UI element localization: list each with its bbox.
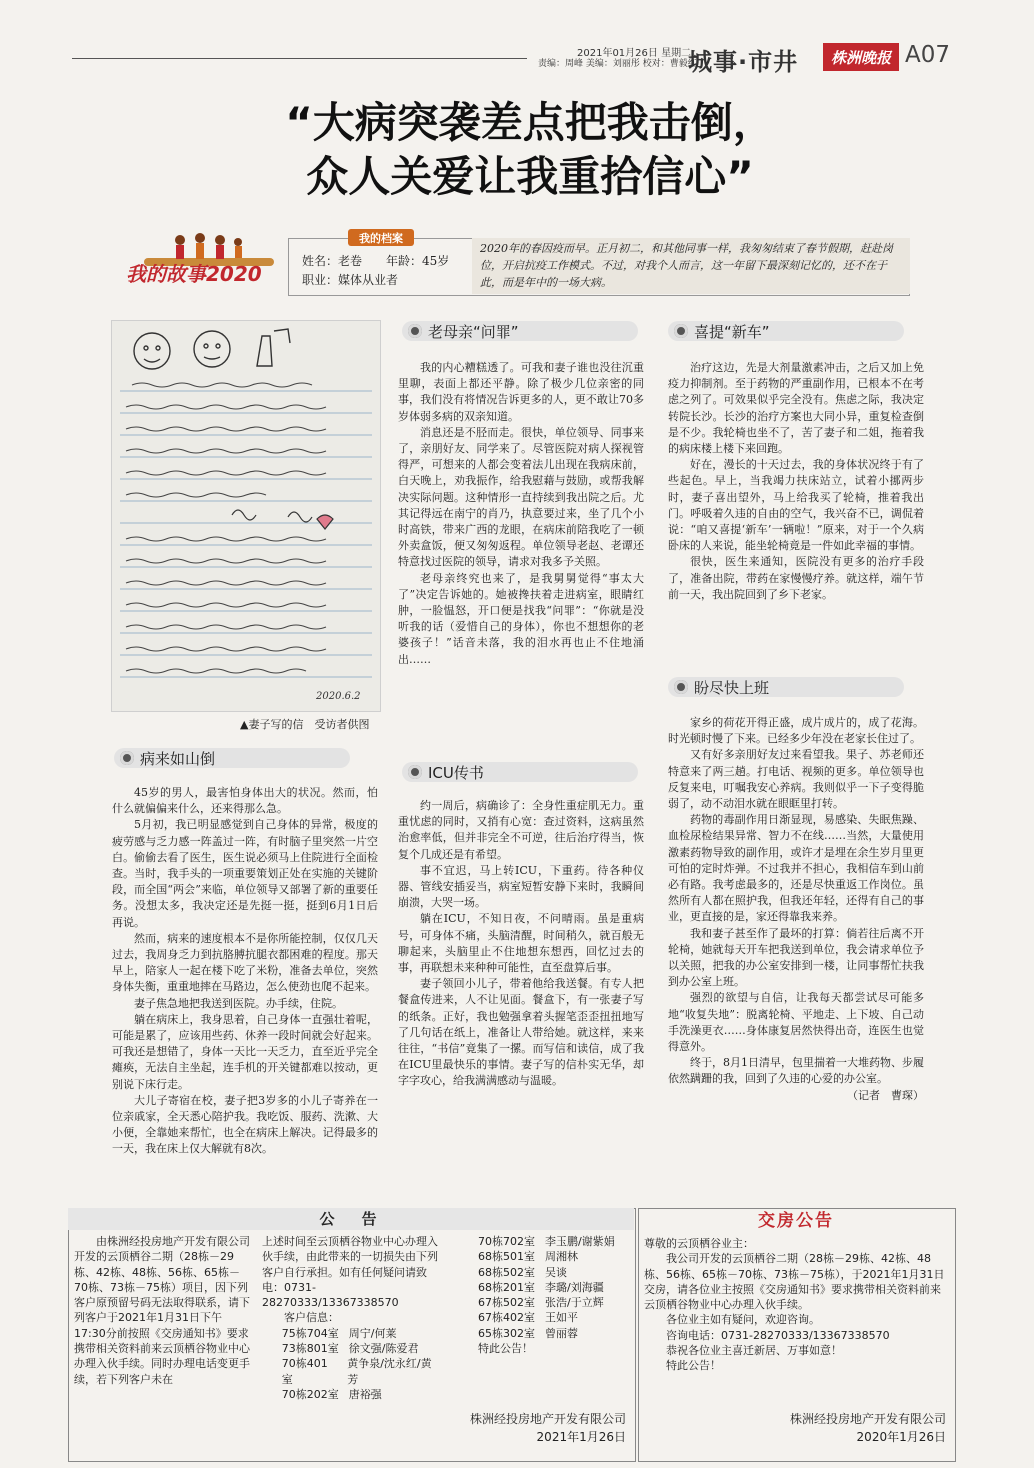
notice-1-closing: 特此公告！ <box>478 1342 533 1356</box>
client-name: 黄争泉/沈永红/黄芳 <box>347 1357 432 1386</box>
list-item <box>262 1326 440 1341</box>
section-head-4 <box>668 321 904 341</box>
notice-2-wish: 恭祝各位业主喜迁新居、万事如意！ <box>666 1344 842 1358</box>
paragraph: 躺在ICU，不知日夜，不问晴雨。虽是重病号，可身体不痛，头脑清醒，时间稍久，就百般无聊起来，头脑里止不住地想东想西，回忆过去的事，再联想未来种种可能性，直至盘算后事。 <box>398 912 644 975</box>
client-name: 李玉鹏/谢紫娟 <box>545 1235 615 1248</box>
client-name: 王如平 <box>545 1311 578 1325</box>
list-item <box>262 1356 440 1387</box>
notice-1-clients-label: 客户信息： <box>284 1311 339 1325</box>
section-title-3: ICU传书 <box>428 763 484 782</box>
room-number: 70栋202室 <box>281 1387 339 1401</box>
newspaper-logo: 株洲晚报 <box>823 43 899 71</box>
client-name: 吴谈 <box>545 1265 567 1279</box>
room-number: 67栋502室 <box>478 1296 535 1310</box>
profile-intro: 2020年的春因疫而早。正月初二，和其他同事一样，我匆匆结束了春节假期，赶赴岗位，开启抗疫工作模式。不过，对我个人而言，这一年留下最深刻记忆的，还不在于此，而是年中的一场大病。 <box>472 238 910 294</box>
column-3-top <box>668 360 924 660</box>
room-number: 73栋801室 <box>281 1342 339 1356</box>
room-number: 68栋501室 <box>478 1250 535 1264</box>
client-name: 李璐/刘海疆 <box>545 1280 604 1294</box>
notice-1-body-a: 由株洲经投房地产开发有限公司开发的云顶栖谷二期（28栋－29栋、42栋、48栋、56栋、65栋－70栋、73栋－75栋）项目，因下列客户原预留号码无法取得联系，请下列客户于2021年1月31日下午17:30分前按照《交房通知书》要求携带相关资料前来云顶栖谷物业中心办理入伙手续。同时办理电话变更手续，若下列客户未在 <box>74 1235 250 1386</box>
notice-2-greeting: 尊敬的云顶栖谷业主： <box>644 1237 754 1250</box>
paragraph: 好在，漫长的十天过去，我的身体状况终于有了些起色。早上，当我竭力扶床站立，试着小挪两步时，妻子喜出望外，马上给我买了轮椅，推着我出门。呼吸着久违的自由的空气，我兴奋不已，调侃着说：“咱又喜提‘新车’一辆啦！”原来，对于一个久病卧床的人来说，能坐轮椅竟是一件如此幸福的事情。 <box>668 458 924 553</box>
paragraph: 45岁的男人，最害怕身体出大的状况。然而，怕什么就偏偏来什么，还来得那么急。 <box>112 786 378 816</box>
paragraph: 又有好多亲朋好友过来看望我。果子、苏老师还特意来了两三趟。打电话、视频的更多。单位领导也反复来电，叮嘱我安心养病。我则似乎一下子变得脆弱了，动不动泪水就在眼眶里打转。 <box>668 748 924 811</box>
section-title-5: 盼尽快上班 <box>694 678 770 697</box>
notice-2-text: 我公司开发的云顶栖谷二期（28栋－29栋、42栋、48栋、56栋、65栋－70栋、73栋－75栋），于2021年1月31日交房，请各位业主按照《交房通知书》要求携带相关资料前来云顶栖谷物业中心办理入伙手续。 <box>644 1252 945 1312</box>
profile-name-age: 姓名：老卷 年龄：45岁 <box>302 254 450 268</box>
profile-tag: 我的档案 <box>348 229 414 246</box>
photo-caption: ▲妻子写的信 受访者供图 <box>240 718 370 731</box>
list-item <box>478 1310 628 1325</box>
paragraph: 大儿子寄宿在校，妻子把3岁多的小儿子寄养在一位亲戚家，全天悉心陪护我。我吃饭、服药、洗漱、大小便，全靠她来帮忙，也全在病床上解决。记得最多的一天，我在床上仅大解就有8次。 <box>112 1093 378 1156</box>
column-2-top <box>398 360 644 750</box>
notice-1-rooms-2 <box>478 1234 628 1356</box>
client-name: 唐裕强 <box>348 1387 382 1401</box>
paragraph: 躺在病床上，我身思着，自己身体一直强壮着呢，可能是累了，应该用些药、休养一段时间就会好起来。可我还是想错了，身体一天比一天乏力，直至近乎完全瘫痪，无法自主坐起，连手机的开关键都难以按动，更别说下床行走。 <box>112 1012 378 1091</box>
room-number: 65栋302室 <box>478 1326 535 1340</box>
notice-1-company: 株洲经投房地产开发有限公司 <box>469 1412 626 1426</box>
section-title-2: 老母亲“问罪” <box>428 322 519 341</box>
bullet-icon <box>408 324 422 338</box>
paragraph: 5月初，我已明显感觉到自己身体的异常，极度的疲劳感与乏力感一阵盖过一阵，有时脑子里突然一片空白。偷偷去看了医生，医生说必须马上住院进行全面检查。当时，我手头的一项重要策划正处在实施的关键阶段，而全国“两会”来临，单位领导又部署了新的重要任务。没想太多，我决定还是先挺一挺，挺到6月1日后再说。 <box>112 818 378 929</box>
notice-2-welcome: 各位业主如有疑问，欢迎咨询。 <box>666 1313 820 1327</box>
notice-1-body-b: 上述时间至云顶栖谷物业中心办理入伙手续，由此带来的一切损失由下列客户自行承担。如有任何疑问请致电：0731-28270333/13367338570 <box>262 1235 438 1310</box>
list-item <box>478 1249 628 1264</box>
my-story-logo <box>122 228 284 300</box>
room-number: 68栋201室 <box>478 1280 535 1294</box>
paragraph: 妻子焦急地把我送到医院。办手续，住院。 <box>134 996 343 1010</box>
notice-2-body <box>644 1236 950 1374</box>
paragraph: 我和妻子甚至作了最坏的打算：倘若往后离不开轮椅，她就每天开车把我送到单位，我会请求单位予以关照，把我的办公室安排到一楼，让同事帮忙扶我到办公室上班。 <box>668 926 924 989</box>
list-item <box>478 1280 628 1295</box>
letter-date: 2020.6.2 <box>316 691 361 702</box>
profile-job: 职业：媒体从业者 <box>302 273 399 287</box>
client-name: 张浩/于立辉 <box>545 1296 604 1310</box>
header-rule <box>72 58 527 59</box>
paragraph: 我的内心糟糕透了。可我和妻子谁也没往沉重里聊，表面上都还平静。除了极少几位亲密的同事，我们没有将情况告诉更多的人，更不敢让70多岁体弱多病的双亲知道。 <box>398 361 644 423</box>
notice-2-company: 株洲经投房地产开发有限公司 <box>789 1412 946 1426</box>
paragraph: 消息还是不胫而走。很快，单位领导、同事来了，亲朋好友、同学来了。尽管医院对病人探视管得严，可想来的人都会变着法儿出现在我病床前，白天晚上，劝我振作，给我慰藉与鼓励，或帮我解决实际问题。这种情形一直持续到我出院之后。尤其记得远在南宁的肖乃，执意要过来，坐了几个小时高铁，带来广西的龙眼，在病床前陪我吃了一顿外卖盒饭，便又匆匆返程。单位领导老赵、老谭还特意找过医院的领导，请求对我多予关照。 <box>398 425 644 569</box>
notice-2-phone: 咨询电话：0731-28270333/13367338570 <box>666 1328 890 1342</box>
paragraph: 很快，医生来通知，医院没有更多的治疗手段了，准备出院，带药在家慢慢疗养。就这样，端午节前一天，我出院回到了乡下老家。 <box>668 555 924 601</box>
column-2-bottom <box>398 798 644 1190</box>
notice-2-date: 2020年1月26日 <box>856 1430 946 1444</box>
notice-2-title: 交房公告 <box>758 1211 834 1231</box>
section-head-2 <box>402 321 638 341</box>
paragraph: 药物的毒副作用日渐显现，易感染、失眠焦躁、血检尿检结果异常、智力不在线……当然，大量使用激素药物导致的副作用，或许才是埋在余生岁月里更可怕的定时炸弹。不过我并不担心，我相信车到山前必有路。我考虑最多的，还是尽快重返工作岗位。虽然所有人都在照护我，但我还年轻，还得有自己的事业，更直接的是，家还得靠我来养。 <box>668 813 924 924</box>
my-story-logo-text: 我的故事2020 <box>126 262 262 286</box>
handwritten-letter-image <box>112 321 380 711</box>
list-item <box>262 1341 440 1356</box>
bullet-icon <box>674 680 688 694</box>
paragraph: 治疗这边，先是大剂量激素冲击，之后又加上免疫力抑制剂。至于药物的严重副作用，已根本不在考虑之列了。可效果似乎完全没有。焦虑之际，我决定转院长沙。长沙的治疗方案也大同小异，重复检查倒是不少。我轮椅也坐不了，苦了妻子和二姐，拖着我的病床楼上楼下来回跑。 <box>668 361 924 456</box>
column-1 <box>112 785 378 1190</box>
notice-1-title: 公 告 <box>68 1208 634 1230</box>
room-number: 75栋704室 <box>281 1326 339 1340</box>
paragraph: 家乡的荷花开得正盛，成片成片的，成了花海。时光顿时慢了下来。已经多少年没在老家长住过了。 <box>668 716 924 746</box>
client-name: 周湘林 <box>545 1250 578 1264</box>
room-number: 70栋401室 <box>281 1357 328 1386</box>
section-head-1 <box>114 748 350 768</box>
section-title-1: 病来如山倒 <box>140 749 216 768</box>
editor-credits: 责编：周峰 美编：刘丽彤 校对：曹毅红 <box>538 59 697 69</box>
bullet-icon <box>120 751 134 765</box>
notice-1-right <box>262 1234 440 1402</box>
paragraph: 老母亲终究也来了，是我舅舅觉得“事太大了”决定告诉她的。她被搀扶着走进病室，眼睛红肿，一脸愠怒，开口便是找我“问罪”：“你就是没听我的话（爱惜自己的身体），你也不想想你的老婆孩子！”话音未落，我的泪水再也止不住地涌出…… <box>398 571 644 666</box>
paragraph: 然而，病来的速度根本不是你所能控制，仅仅几天过去，我周身乏力到抗胳膊抗腿衣都困难的程度。那天早上，陪家人一起在楼下吃了米粉，准备去单位，突然身体失衡，重重地摔在马路边，怎么使劲也爬不起来。 <box>112 931 378 994</box>
letter-photo <box>111 320 381 712</box>
headline-line-2: 众人关爱让我重拾信心” <box>306 152 754 201</box>
paragraph: 终于，8月1日清早，包里揣着一大堆药物、步履依然蹒跚的我，回到了久违的心爱的办公室。 <box>668 1056 924 1086</box>
paragraph: 强烈的欲望与自信，让我每天都尝试尽可能多地“收复失地”：脱离轮椅、平地走、上下坡、自己动手洗澡更衣……身体康复居然快得出奇，连医生也觉得意外。 <box>668 991 924 1054</box>
section-head-3 <box>402 762 638 782</box>
section-title: 城事·市井 <box>688 48 799 76</box>
bullet-icon <box>408 765 422 779</box>
notice-1-date: 2021年1月26日 <box>536 1430 626 1444</box>
room-number: 70栋702室 <box>478 1235 535 1248</box>
column-3-bottom <box>668 715 924 1175</box>
byline: （记者 曹琛） <box>847 1088 924 1102</box>
headline-line-1: “大病突袭差点把我击倒， <box>285 98 775 147</box>
client-name: 徐文强/陈爱君 <box>348 1342 419 1356</box>
paragraph: 约一周后，病确诊了：全身性重症肌无力。重重忧虑的同时，又捎有心宽：查过资料，这病虽然治愈率低，但并非完全不可逆，往后治疗得当，恢复个几成还是有希望。 <box>398 799 644 861</box>
page-number: A07 <box>905 42 951 68</box>
client-name: 周宁/何莱 <box>348 1326 397 1340</box>
section-title-4: 喜提“新车” <box>694 322 770 341</box>
headline <box>150 96 910 204</box>
list-item <box>478 1234 628 1249</box>
list-item <box>478 1265 628 1280</box>
paragraph: 妻子领回小儿子，带着他给我送餐。有专人把餐盒传进来，人不让见面。餐盒下，有一张妻子写的纸条。正好，我也勉强拿着头握笔歪歪扭扭地写了几句话在纸上，准备让人带给她。就这样，来来往往，“书信”竟集了一摞。而写信和读信，成了我在ICU里最快乐的事情。妻子写的信朴实无华，却字字攻心，给我满满感动与温暖。 <box>398 977 644 1088</box>
client-name: 曾丽蓉 <box>545 1326 578 1340</box>
list-item <box>478 1326 628 1341</box>
issue-date: 2021年01月26日 星期二 <box>577 48 692 59</box>
bullet-icon <box>674 324 688 338</box>
list-item <box>478 1295 628 1310</box>
paragraph: 事不宜迟，马上转ICU，下重药。待各种仪器、管线安插妥当，病室短暂安静下来时，我瞬间崩溃，大哭一场。 <box>398 863 644 910</box>
room-number: 67栋402室 <box>478 1311 535 1325</box>
section-head-5 <box>668 677 904 697</box>
room-number: 68栋502室 <box>478 1265 535 1279</box>
list-item <box>262 1387 440 1402</box>
notice-2-closing: 特此公告！ <box>666 1359 721 1373</box>
